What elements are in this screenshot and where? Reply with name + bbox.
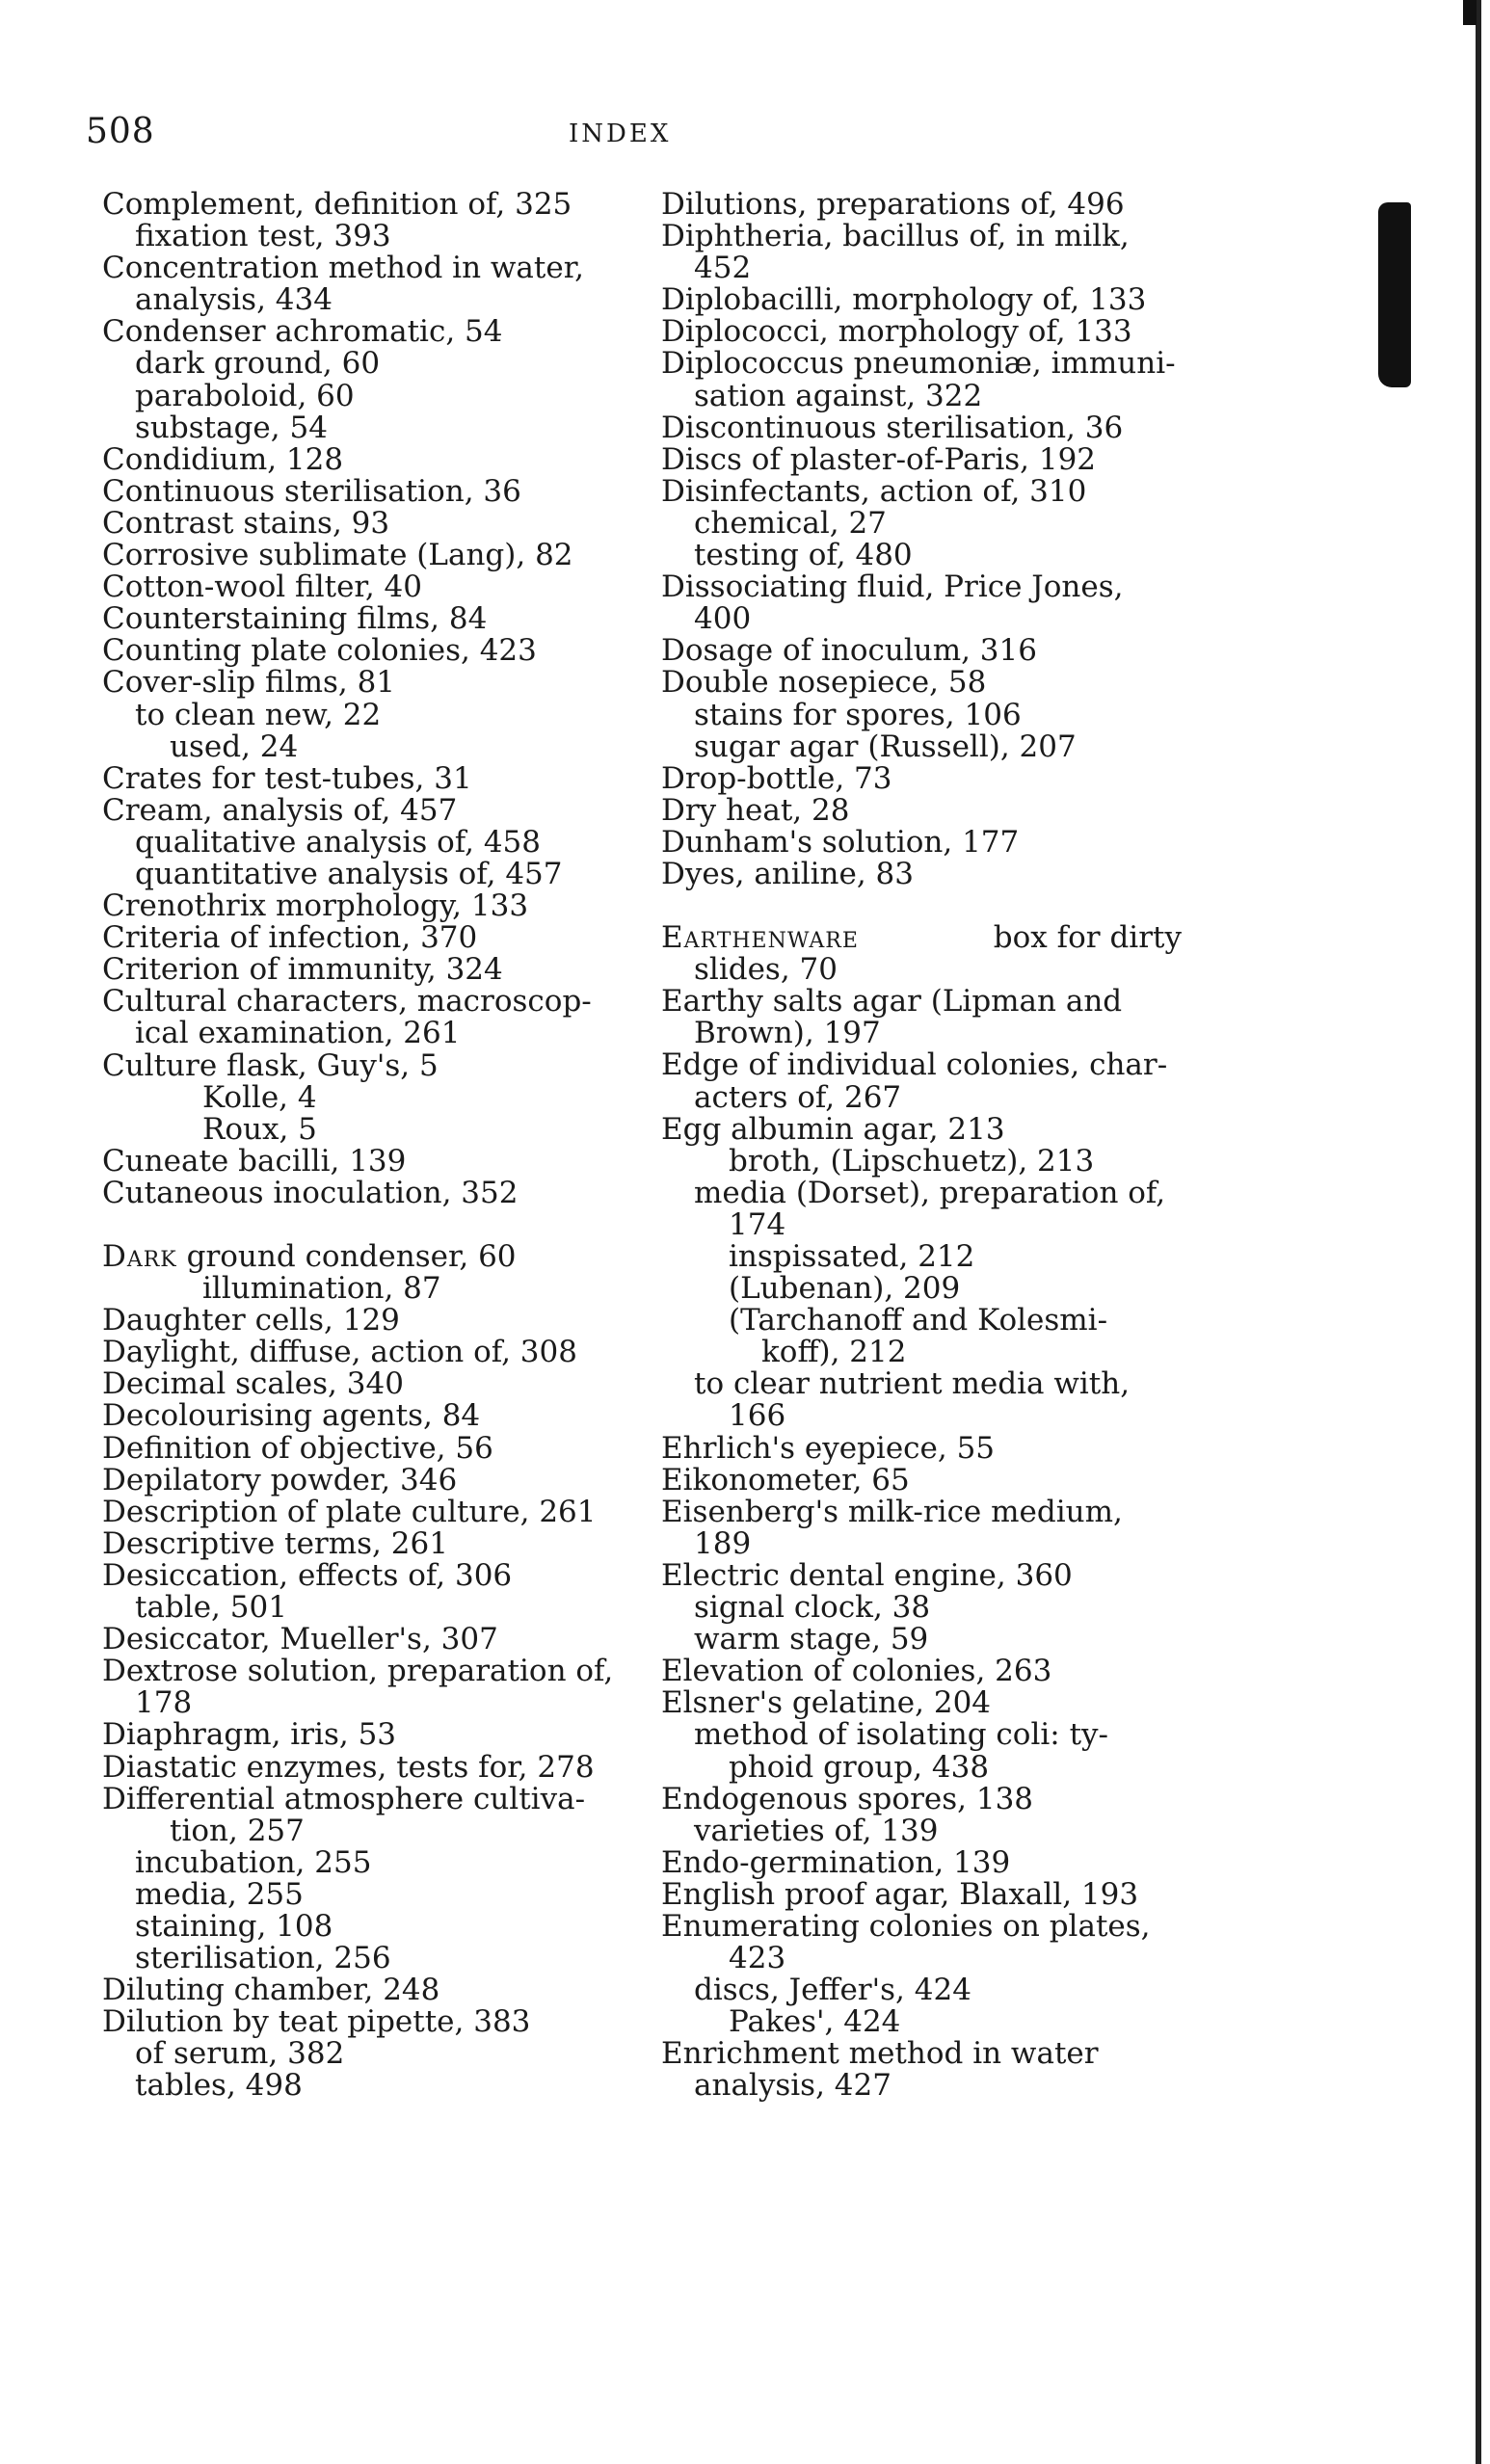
index-entry: Description of plate culture, 261 (102, 1494, 597, 1529)
index-continuation: ical examination, 261 (135, 1016, 461, 1051)
index-subentry: to clean new, 22 (135, 697, 382, 732)
index-entry: Disinfectants, action of, 310 (661, 473, 1087, 509)
running-head: INDEX (569, 119, 672, 148)
index-continuation: 452 (694, 251, 752, 286)
index-subentry: warm stage, 59 (694, 1622, 929, 1657)
index-entry: Eikonometer, 65 (661, 1462, 910, 1497)
index-entry: Daylight, diffuse, action of, 308 (102, 1335, 577, 1370)
index-continuation: 400 (694, 601, 752, 637)
index-subentry: qualitative analysis of, 458 (135, 824, 541, 860)
index-entry: Continuous sterilisation, 36 (102, 473, 521, 509)
index-subentry: substage, 54 (135, 410, 328, 445)
section-lead-rest: ground condenser, 60 (186, 1239, 517, 1274)
scan-edge-mark (1378, 202, 1411, 387)
index-continuation: slides, 70 (694, 952, 838, 988)
index-entry: Discs of plaster-of-Paris, 192 (661, 441, 1097, 477)
index-entry: Diphtheria, bacillus of, in milk, (661, 219, 1130, 254)
index-subentry: staining, 108 (135, 1908, 333, 1944)
scan-edge-corner (1463, 0, 1477, 25)
index-entry: Eisenberg's milk-rice medium, (661, 1494, 1123, 1529)
index-continuation: 423 (729, 1941, 786, 1976)
index-entry: Drop-bottle, 73 (661, 760, 892, 796)
index-entry: Crenothrix morphology, 133 (102, 888, 529, 924)
index-entry: English proof agar, Blaxall, 193 (661, 1876, 1139, 1912)
index-subentry: chemical, 27 (694, 505, 887, 541)
index-subentry: tables, 498 (135, 2068, 303, 2104)
index-entry: Diaphragm, iris, 53 (102, 1717, 397, 1753)
index-entry (102, 1241, 623, 1273)
index-subentry: Kolle, 4 (202, 1079, 317, 1115)
index-entry: Earthy salts agar (Lipman and (661, 984, 1123, 1020)
index-entry: Ehrlich's eyepiece, 55 (661, 1430, 996, 1466)
index-entry: Corrosive sublimate (Lang), 82 (102, 538, 573, 573)
index-subentry: broth, (Lipschuetz), 213 (729, 1143, 1095, 1179)
index-entry: Dunham's solution, 177 (661, 824, 1020, 860)
index-continuation: 189 (694, 1525, 752, 1561)
index-entry: Endogenous spores, 138 (661, 1781, 1034, 1816)
index-entry: Culture flask, Guy's, 5 (102, 1047, 439, 1083)
index-entry: Diplococci, morphology of, 133 (661, 314, 1132, 350)
index-entry: Elevation of colonies, 263 (661, 1654, 1052, 1689)
index-subentry: method of isolating coli: ty- (694, 1717, 1109, 1753)
index-subentry: incubation, 255 (135, 1844, 372, 1880)
index-continuation: acters of, 267 (694, 1079, 902, 1115)
index-entry: Dilution by teat pipette, 383 (102, 2004, 531, 2040)
page-number: 508 (86, 112, 155, 151)
index-subentry: Pakes', 424 (729, 2004, 901, 2040)
index-entry: Complement, definition of, 325 (102, 187, 572, 222)
index-subentry: paraboloid, 60 (135, 378, 355, 413)
index-entry: Differential atmosphere cultiva- (102, 1781, 586, 1816)
index-entry: Desiccation, effects of, 306 (102, 1557, 513, 1593)
index-entry (661, 922, 1182, 954)
index-entry: Dry heat, 28 (661, 792, 850, 828)
index-continuation: phoid group, 438 (729, 1749, 990, 1785)
index-subentry: used, 24 (170, 729, 299, 764)
index-subentry: discs, Jeffer's, 424 (694, 1973, 971, 2008)
index-subentry: (Tarchanoff and Kolesmi- (729, 1303, 1108, 1338)
index-entry: Diluting chamber, 248 (102, 1973, 440, 2008)
index-subentry: (Lubenan), 209 (729, 1271, 961, 1307)
index-entry: Crates for test-tubes, 31 (102, 760, 472, 796)
index-entry: Criteria of infection, 370 (102, 920, 478, 956)
index-subentry: to clear nutrient media with, (694, 1366, 1131, 1402)
section-lead-word: Dark (102, 1239, 177, 1274)
index-entry: Definition of objective, 56 (102, 1430, 493, 1466)
index-entry: Condenser achromatic, 54 (102, 314, 503, 350)
index-column-right (661, 189, 1182, 2103)
index-subentry: inspissated, 212 (729, 1239, 975, 1274)
index-entry: Discontinuous sterilisation, 36 (661, 410, 1124, 445)
index-subentry: Roux, 5 (202, 1111, 317, 1147)
index-subentry: illumination, 87 (202, 1271, 441, 1307)
index-subentry: media (Dorset), preparation of, (694, 1175, 1166, 1210)
index-entry: Desiccator, Mueller's, 307 (102, 1622, 498, 1657)
index-continuation: Brown), 197 (694, 1016, 881, 1051)
index-subentry: stains for spores, 106 (694, 697, 1022, 732)
index-entry: Endo-germination, 139 (661, 1844, 1011, 1880)
index-entry: Egg albumin agar, 213 (661, 1111, 1005, 1147)
index-entry: Decolourising agents, 84 (102, 1398, 481, 1434)
scan-edge-line (1476, 0, 1481, 2464)
index-continuation: sation against, 322 (694, 378, 983, 413)
section-lead-rest: box for dirty (993, 920, 1182, 956)
index-entry: Counterstaining films, 84 (102, 601, 488, 637)
index-subentry: varieties of, 139 (694, 1813, 939, 1848)
index-continuation: analysis, 427 (694, 2068, 891, 2104)
index-subentry: media, 255 (135, 1876, 304, 1912)
index-entry: Depilatory powder, 346 (102, 1462, 458, 1497)
index-entry: Diastatic enzymes, tests for, 278 (102, 1749, 595, 1785)
index-subentry: testing of, 480 (694, 538, 913, 573)
index-entry: Cutaneous inoculation, 352 (102, 1175, 519, 1210)
index-entry: Dissociating fluid, Price Jones, (661, 570, 1124, 605)
index-entry: Dextrose solution, preparation of, (102, 1654, 614, 1689)
index-entry: Cream, analysis of, 457 (102, 792, 458, 828)
index-entry: Enrichment method in water (661, 2036, 1099, 2072)
index-entry: Condidium, 128 (102, 441, 344, 477)
index-subentry: table, 501 (135, 1590, 287, 1626)
index-subentry: sterilisation, 256 (135, 1941, 391, 1976)
index-entry: Cover-slip films, 81 (102, 665, 396, 701)
section-gap (661, 890, 1182, 922)
index-entry: Dosage of inoculum, 316 (661, 633, 1037, 669)
section-lead-word: Earthenware (661, 920, 859, 956)
index-entry: Enumerating colonies on plates, (661, 1908, 1151, 1944)
index-subentry: quantitative analysis of, 457 (135, 856, 563, 891)
index-continuation: koff), 212 (761, 1335, 907, 1370)
section-gap (102, 1209, 623, 1241)
index-entry: Decimal scales, 340 (102, 1366, 404, 1402)
index-subentry: sugar agar (Russell), 207 (694, 729, 1077, 764)
index-subentry: dark ground, 60 (135, 346, 381, 382)
index-continuation: 178 (135, 1685, 193, 1721)
index-entry: Dyes, aniline, 83 (661, 856, 914, 891)
index-entry: Descriptive terms, 261 (102, 1525, 448, 1561)
index-column-left (102, 189, 623, 2103)
index-subentry: fixation test, 393 (135, 219, 391, 254)
index-continuation: analysis, 434 (135, 282, 333, 318)
index-entry: Counting plate colonies, 423 (102, 633, 537, 669)
index-entry: Cuneate bacilli, 139 (102, 1143, 407, 1179)
index-entry: Diplobacilli, morphology of, 133 (661, 282, 1147, 318)
index-continuation: 174 (729, 1206, 786, 1242)
index-entry: Cultural characters, macroscop- (102, 984, 592, 1020)
index-entry: Daughter cells, 129 (102, 1303, 400, 1338)
index-entry: Double nosepiece, 58 (661, 665, 987, 701)
index-subentry: signal clock, 38 (694, 1590, 931, 1626)
index-entry: Elsner's gelatine, 204 (661, 1685, 992, 1721)
index-subentry: of serum, 382 (135, 2036, 345, 2072)
index-entry: Dilutions, preparations of, 496 (661, 187, 1125, 222)
index-entry: Concentration method in water, (102, 251, 584, 286)
index-continuation: tion, 257 (170, 1813, 305, 1848)
index-continuation: 166 (729, 1398, 786, 1434)
index-entry: Contrast stains, 93 (102, 505, 390, 541)
index-entry: Criterion of immunity, 324 (102, 952, 503, 988)
index-entry: Electric dental engine, 360 (661, 1557, 1073, 1593)
index-entry: Diplococcus pneumoniæ, immuni- (661, 346, 1176, 382)
index-entry: Edge of individual colonies, char- (661, 1047, 1168, 1083)
index-entry: Cotton-wool filter, 40 (102, 570, 422, 605)
